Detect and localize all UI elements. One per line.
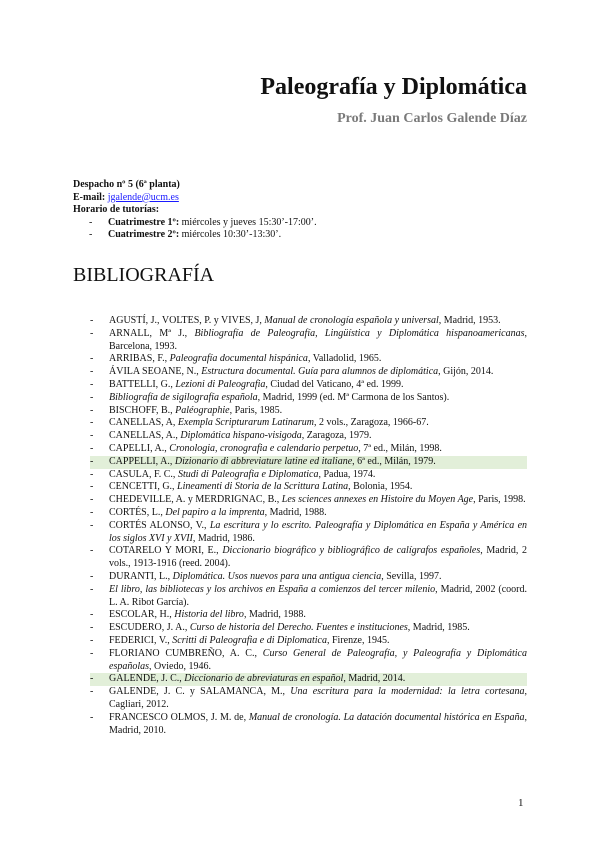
entry-title: Diplomática. Usos nuevos para una antigua ciencia	[172, 570, 382, 582]
entry-authors: CAPPELLI, A.,	[109, 455, 175, 467]
term-label: Cuatrimestre 2º:	[108, 229, 180, 240]
entry-title: El libro, las bibliotecas y los archivos en España a comienzos del tercer milenio	[109, 583, 436, 595]
dash-bullet: -	[90, 570, 94, 582]
dash-bullet: -	[90, 494, 94, 506]
dash-bullet: -	[90, 481, 94, 493]
bibliography-entry	[90, 584, 527, 610]
bibliography-entry	[90, 673, 527, 686]
entry-publication: , Madrid, 1986.	[192, 532, 255, 544]
dash-bullet: -	[90, 430, 94, 442]
bibliography-entry	[90, 392, 527, 405]
entry-authors: ARRIBAS, F.,	[109, 353, 170, 365]
entry-authors: ESCUDERO, J. A.,	[109, 622, 190, 634]
dash-bullet: -	[90, 686, 94, 698]
dash-bullet: -	[90, 378, 94, 390]
dash-bullet: -	[89, 229, 93, 240]
dash-bullet: -	[90, 622, 94, 634]
entry-title: Les sciences annexes en Histoire du Moyen Age	[281, 494, 474, 506]
email-link[interactable]: jgalende@ucm.es	[107, 191, 179, 203]
entry-publication: , Oviedo, 1946.	[149, 660, 211, 672]
entry-authors: CHEDEVILLE, A. y MERDRIGNAC, B.,	[109, 494, 282, 506]
entry-title: Scritti di Paleografia e di Diplomatica	[172, 634, 327, 646]
entry-publication: , Madrid, 2 vols., 1913-1916 (reed. 2004).	[109, 545, 527, 570]
entry-authors: CASULA, F. C.,	[109, 468, 178, 480]
entry-text	[109, 545, 527, 571]
bibliography-heading: BIBLIOGRAFÍA	[73, 264, 215, 286]
dash-bullet: -	[90, 545, 94, 557]
dash-bullet: -	[89, 216, 93, 228]
entry-publication: , 6ª ed., Milán, 1979.	[352, 455, 436, 467]
term-2	[73, 229, 533, 242]
entry-authors: CENCETTI, G.,	[109, 481, 178, 493]
dash-bullet: -	[90, 391, 94, 403]
entry-title: La escritura y lo escrito. Paleografía y Diplomática en España y América en los siglos XVI y XVII	[109, 519, 528, 544]
entry-title: Studi di Paleografia e Diplomatica	[177, 468, 319, 480]
entry-title: Dizionario di abbreviature latine ed italiane	[174, 455, 353, 467]
dash-bullet: -	[90, 417, 94, 429]
entry-text	[109, 405, 527, 418]
bibliography-entry	[90, 494, 527, 507]
entry-title: Bibliografía de Paleografía, Lingüística y Diplomática hispanoamericanas	[194, 327, 525, 339]
entry-publication: , Madrid, 1988.	[264, 506, 327, 518]
office-hours-label: Horario de tutorías:	[73, 204, 160, 215]
entry-title: Curso de historia del Derecho. Fuentes e instituciones	[189, 622, 408, 634]
entry-title: Diccionario de abreviaturas en español	[184, 673, 344, 685]
entry-text	[109, 673, 527, 686]
bibliography-list	[90, 315, 527, 737]
entry-text	[109, 481, 527, 494]
dash-bullet: -	[90, 315, 94, 326]
bibliography-entry	[90, 686, 527, 712]
bibliography-entry	[90, 443, 527, 456]
entry-text	[109, 494, 527, 507]
entry-publication: , Cagliari, 2012.	[109, 686, 527, 710]
entry-title: Cronologia, cronografia e calendario perpetuo	[169, 442, 359, 454]
entry-authors: ARNALL, Mª J.,	[109, 327, 195, 339]
bibliography-entry	[90, 622, 527, 635]
bibliography-entry	[90, 417, 527, 430]
entry-text	[109, 609, 527, 622]
bibliography-entry	[90, 469, 527, 482]
entry-title: Lezioni di Paleografia	[175, 378, 266, 390]
bibliography-entry	[90, 520, 527, 546]
entry-publication: , Padua, 1974.	[318, 468, 376, 480]
entry-text	[109, 443, 527, 456]
dash-bullet: -	[90, 609, 94, 621]
bibliography-entry	[90, 315, 527, 328]
dash-bullet: -	[90, 519, 94, 531]
entry-publication: , Madrid, 1985.	[407, 622, 470, 634]
term-1	[73, 217, 533, 230]
entry-publication: , 2 vols., Zaragoza, 1966-67.	[314, 417, 429, 429]
entry-authors: GALENDE, J. C. y SALAMANCA, M.,	[109, 686, 291, 698]
entry-authors: CANELLAS, A,	[109, 417, 178, 429]
entry-publication: , Madrid, 1999 (ed. Mª Carmona de los Santos).	[257, 391, 450, 403]
entry-authors: DURANTI, L.,	[109, 570, 173, 582]
office-line: Despacho nº 5 (6ª planta)	[73, 179, 180, 190]
entry-text	[109, 712, 527, 738]
entry-text	[109, 648, 527, 674]
entry-title: Manual de cronología española y universal	[264, 315, 439, 326]
bibliography-entry	[90, 353, 527, 366]
entry-title: Del papiro a la imprenta	[165, 506, 265, 518]
entry-title: Bibliografía de sigilografía española	[109, 391, 258, 403]
entry-authors: GALENDE, J. C.,	[109, 673, 185, 685]
author-name: Prof. Juan Carlos Galende Díaz	[337, 111, 527, 126]
dash-bullet: -	[90, 404, 94, 416]
entry-authors: AGUSTÍ, J., VOLTES, P. y VIVES, J,	[109, 315, 265, 326]
entry-publication: , Madrid, 1988.	[243, 609, 306, 621]
entry-publication: , Madrid, 1953.	[438, 315, 501, 326]
entry-authors: CAPELLI, A.,	[109, 442, 170, 454]
entry-text	[109, 584, 527, 610]
dash-bullet: -	[90, 327, 94, 339]
entry-title: Paleografía documental hispánica	[169, 353, 308, 365]
entry-text	[109, 366, 527, 379]
entry-text	[109, 353, 527, 366]
term-label: Cuatrimestre 1º:	[108, 216, 180, 228]
entry-text	[109, 417, 527, 430]
entry-title: Estructura documental. Guía para alumnos de diplomática	[201, 366, 439, 378]
dash-bullet: -	[90, 711, 94, 723]
entry-text	[109, 392, 527, 405]
entry-title: Diplomática hispano-visigoda	[180, 430, 302, 442]
bibliography-entry	[90, 481, 527, 494]
dash-bullet: -	[90, 455, 94, 467]
page-number: 1	[518, 797, 524, 809]
entry-authors: COTARELO Y MORI, E.,	[109, 545, 223, 557]
bibliography-entry	[90, 328, 527, 354]
entry-text	[109, 622, 527, 635]
entry-text	[109, 520, 527, 546]
bibliography-entry	[90, 366, 527, 379]
entry-publication: , Paris, 1998.	[473, 494, 526, 506]
bibliography-entry	[90, 635, 527, 648]
entry-publication: , Valladolid, 1965.	[307, 353, 382, 365]
entry-authors: ESCOLAR, H.,	[109, 609, 175, 621]
email-line	[73, 192, 533, 205]
entry-title: Una escritura para la modernidad: la letra cortesana	[290, 686, 525, 698]
dash-bullet: -	[90, 634, 94, 646]
bibliography-entry	[90, 379, 527, 392]
entry-publication: , Firenze, 1945.	[326, 634, 390, 646]
entry-text	[109, 507, 527, 520]
entry-title: Curso General de Paleografía, y Paleografía y Diplomática españolas	[109, 647, 527, 672]
bibliography-entry	[90, 571, 527, 584]
entry-publication: , 7ª ed., Milán, 1998.	[358, 442, 442, 454]
entry-title: Manual de cronología. La datación documental histórica en España	[248, 711, 525, 723]
term-hours: miércoles y jueves 15:30’-17:00’.	[181, 216, 317, 228]
entry-publication: , Madrid, 2014.	[343, 673, 406, 685]
entry-publication: , Paris, 1985.	[229, 404, 283, 416]
page-title: Paleografía y Diplomática	[260, 74, 527, 100]
entry-authors: FEDERICI, V.,	[109, 634, 173, 646]
entry-publication: , Ciudad del Vaticano, 4ª ed. 1999.	[265, 378, 404, 390]
entry-title: Lineamenti di Storia de la Scrittura Latina	[177, 481, 349, 493]
entry-authors: CORTÉS, L.,	[109, 506, 166, 518]
entry-publication: , Madrid, 2002 (coord. L. A. Ribot García).	[109, 583, 527, 608]
entry-title: Diccionario biográfico y bibliográfico de calígrafos españoles	[222, 545, 481, 557]
entry-text	[109, 571, 527, 584]
entry-authors: FLORIANO CUMBREÑO, A. C.,	[109, 647, 263, 659]
dash-bullet: -	[90, 353, 94, 365]
entry-publication: , Bolonia, 1954.	[348, 481, 413, 493]
entry-text	[109, 328, 527, 354]
email-label: E-mail:	[73, 191, 106, 203]
entry-publication: , Gijón, 2014.	[438, 366, 494, 378]
entry-text	[109, 469, 527, 482]
contact-block	[73, 179, 533, 242]
bibliography-entry	[90, 405, 527, 418]
dash-bullet: -	[90, 366, 94, 378]
dash-bullet: -	[90, 506, 94, 518]
bibliography-entry	[90, 507, 527, 520]
bibliography-entry	[90, 430, 527, 443]
entry-text	[109, 430, 527, 443]
entry-authors: BISCHOFF, B.,	[109, 404, 176, 416]
dash-bullet: -	[90, 468, 94, 480]
entry-authors: FRANCESCO OLMOS, J. M. de,	[109, 711, 249, 723]
bibliography-entry	[90, 712, 527, 738]
dash-bullet: -	[90, 673, 94, 685]
bibliography-entry	[90, 609, 527, 622]
bibliography-entry	[90, 545, 527, 571]
entry-title: Historia del libro	[174, 609, 244, 621]
dash-bullet: -	[90, 583, 94, 595]
entry-authors: BATTELLI, G.,	[109, 378, 176, 390]
entry-publication: , Madrid, 2010.	[109, 711, 527, 736]
entry-text	[109, 379, 527, 392]
entry-title: Paléographie	[175, 404, 230, 416]
bibliography-entry	[90, 648, 527, 674]
entry-text	[109, 315, 527, 328]
entry-title: Exempla Scripturarum Latinarum	[177, 417, 315, 429]
entry-authors: ÁVILA SEOANE, N.,	[109, 366, 202, 378]
entry-text	[109, 686, 527, 712]
dash-bullet: -	[90, 647, 94, 659]
entry-authors: CANELLAS, A.,	[109, 430, 181, 442]
term-hours: miércoles 10:30’-13:30’.	[181, 229, 282, 240]
entry-text	[109, 635, 527, 648]
bibliography-entry	[90, 456, 527, 469]
entry-publication: , Barcelona, 1993.	[109, 327, 527, 352]
dash-bullet: -	[90, 442, 94, 454]
entry-publication: , Sevilla, 1997.	[381, 570, 442, 582]
entry-publication: , Zaragoza, 1979.	[301, 430, 372, 442]
entry-authors: CORTÉS ALONSO, V.,	[109, 519, 210, 531]
entry-text	[109, 456, 527, 469]
